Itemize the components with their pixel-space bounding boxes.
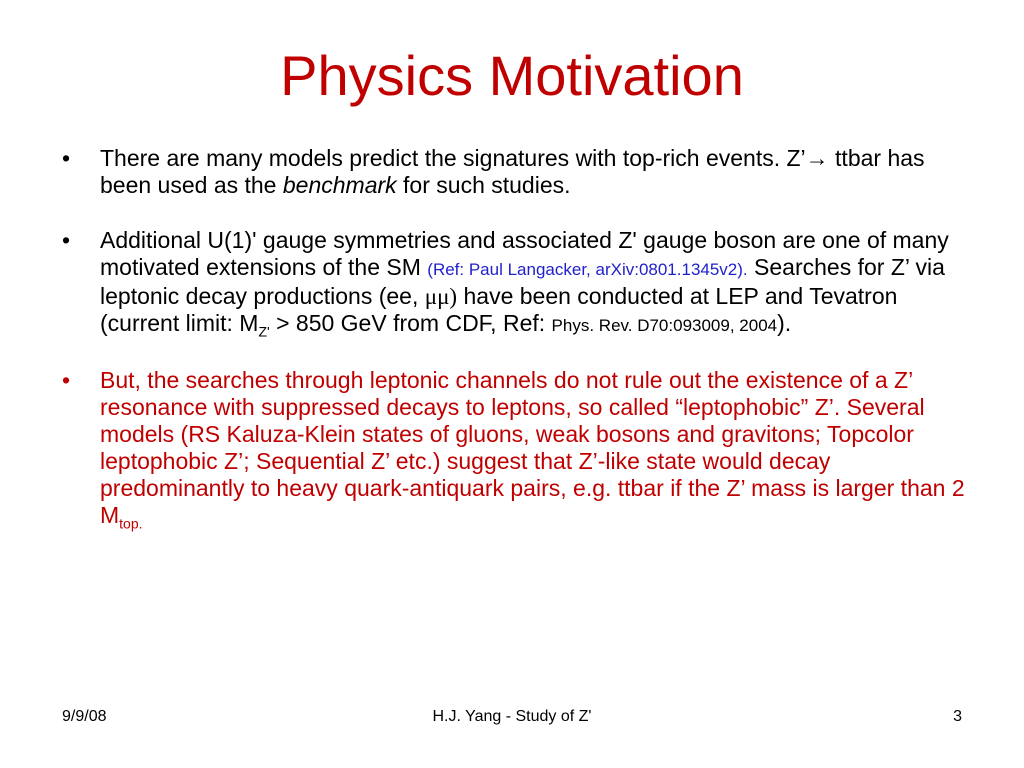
- reference-langacker: (Ref: Paul Langacker, arXiv:0801.1345v2).: [427, 260, 748, 279]
- mass-subscript-z: Z': [258, 323, 270, 340]
- mass-subscript-top: top.: [119, 515, 143, 532]
- arrow-icon: →: [805, 145, 829, 171]
- bullet-list: [62, 145, 977, 532]
- footer-title: H.J. Yang - Study of Z': [432, 708, 592, 725]
- bullet3-text-a: But, the searches through leptonic channels do not rule out the existence of a Z’ resonance with suppressed decays to leptons, so called “leptophobic” Z’. Several models (RS Kaluza-Klein states of gluons, weak bosons and gravitons; Topcolor leptophobic Z’; Sequential Z’ etc.) suggest that Z’-like state would decay predominantly to heavy quark-antiquark pairs, e.g. ttbar if the Z’ mass is larger than 2 M: [100, 367, 965, 528]
- reference-phys-rev: Phys. Rev. D70:093009, 2004: [551, 316, 778, 335]
- bullet-item-benchmark: [62, 145, 977, 199]
- bullet2-text-b: Searches for Z’ via leptonic decay productions (ee,: [100, 254, 945, 309]
- bullet-marker: •: [62, 145, 71, 171]
- bullet2-text-e: ).: [777, 310, 792, 336]
- bullet1-text-c: for such studies.: [396, 172, 571, 198]
- bullet1-text-a: There are many models predict the signatures with top-rich events. Z’: [100, 145, 806, 171]
- slide-title: Physics Motivation: [280, 44, 744, 107]
- benchmark-emphasis: benchmark: [282, 172, 397, 198]
- footer-date: 9/9/08: [62, 708, 107, 725]
- mumu-symbol: μμ): [424, 284, 458, 309]
- bullet2-text-c: have been conducted at LEP and Tevatron (current limit: M: [100, 283, 898, 336]
- bullet-marker: •: [62, 367, 71, 393]
- page-number: 3: [953, 708, 962, 725]
- bullet-marker: •: [62, 227, 71, 253]
- bullet2-text-a: Additional U(1)' gauge symmetries and associated Z' gauge boson are one of many motivated extensions of the SM: [100, 227, 949, 280]
- bullet-item-leptophobic: [62, 367, 977, 532]
- bullet-item-u1-gauge: [62, 227, 977, 339]
- bullet1-text-b: ttbar has been used as the: [100, 145, 925, 198]
- bullet2-text-d: > 850 GeV from CDF, Ref:: [269, 310, 552, 336]
